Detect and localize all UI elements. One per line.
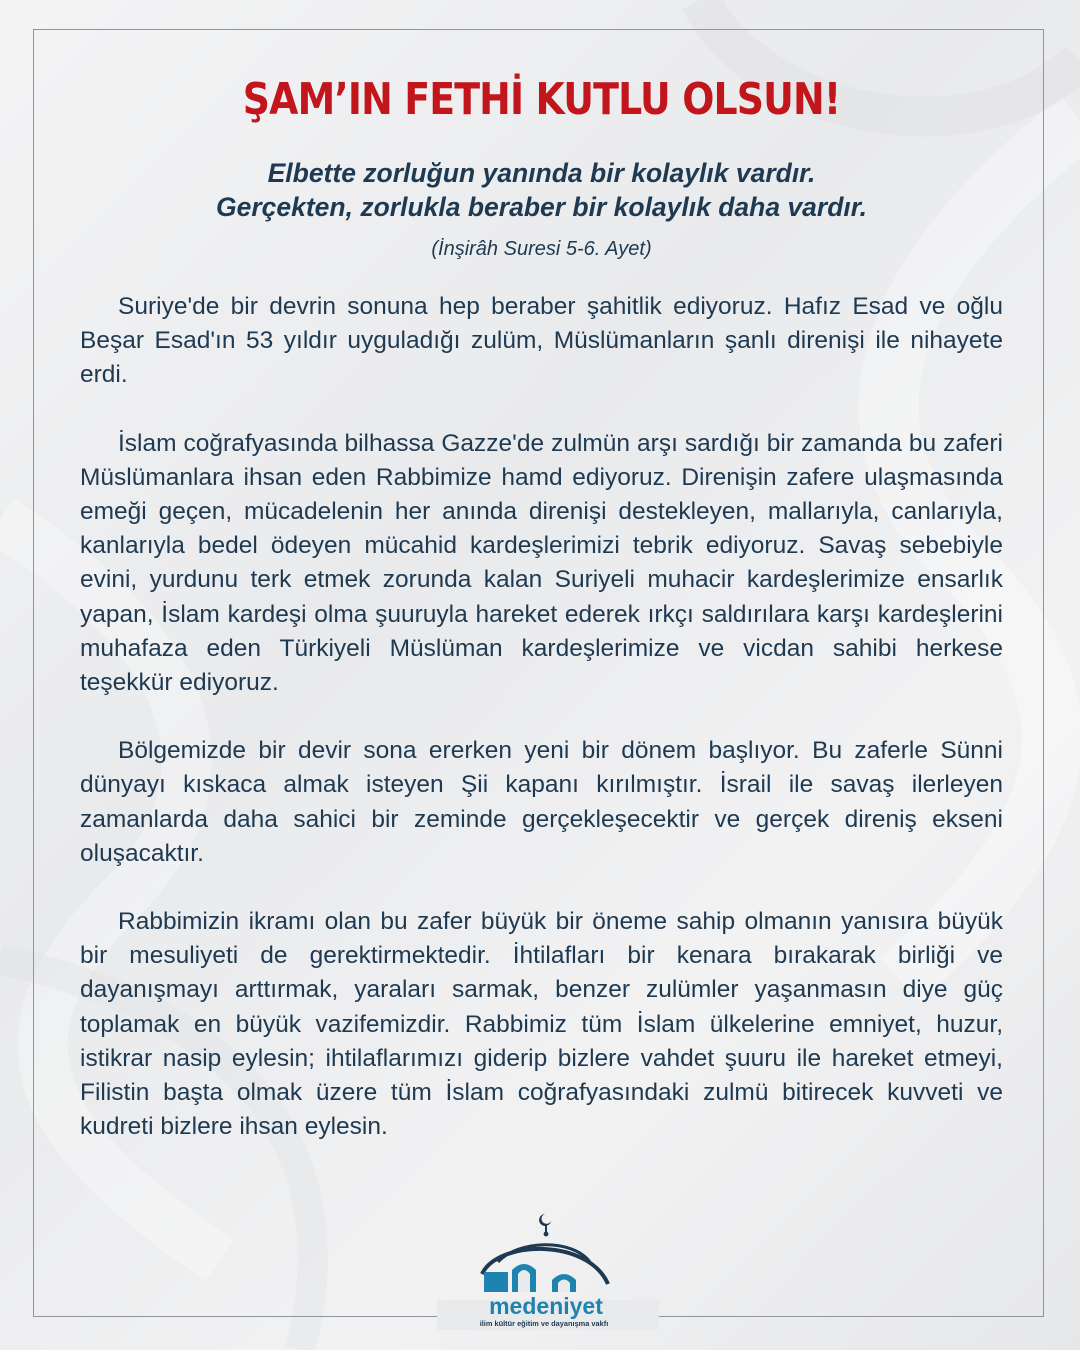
logo-wordmark: medeniyet [489, 1293, 603, 1319]
document-content [80, 58, 1003, 1141]
verse-line-2: Gerçekten, zorlukla beraber bir kolaylık daha vardır. [215, 192, 867, 222]
paragraph-2: İslam coğrafyasında bilhassa Gazze'de zulmün arşı sardığı bir zamanda bu zaferi Müslümanlara ihsan eden Rabbimize hamd ediyoruz. Direnişin zafere ulaşmasında emeği geçen, mücadelenin her anında direnişi destekleyen, mallarıyla, canlarıyla, kanlarıyla bedel ödeyen mücahid kardeşlerimizi tebrik ediyoruz. Savaş sebebiyle evini, yurdunu terk etmek zorunda kalan Suriyeli muhacir kardeşlerimize ensarlık yapan, İslam kardeşi olma şuuruyla hareket ederek ırkçı saldırılara karşı kardeşlerini muhafaza eden Türkiyeli Müslüman kardeşlerimize ve vicdan sahibi herkese teşekkür ediyoruz. [80, 429, 1003, 697]
verse-line-1: Elbette zorluğun yanında bir kolaylık vardır. [267, 158, 816, 188]
paragraph-4: Rabbimizin ikramı olan bu zafer büyük bir öneme sahip olmanın yanısıra büyük bir mesuliyeti de gerektirmektedir. İhtilafları bir kenara bırakarak birliği ve dayanışmayı arttırmak, yaraları sarmak, benzer zulümler yaşanmasın diye güç toplamak en büyük vazifemizdir. Rabbimiz tüm İslam ülkelerine emniyet, huzur, istikrar nasip eylesin; ihtilaflarımızı giderip bizlere vahdet şuuru ile hareket etmeyi, Filistin başta olmak üzere tüm İslam coğrafyasındaki zulmü bitirecek kuvveti ve kudreti bizlere ihsan eylesin. [80, 908, 1003, 1141]
mosque-dome-icon [468, 1210, 618, 1300]
verse-source: (İnşirâh Suresi 5-6. Ayet) [431, 238, 652, 260]
paragraph-1: Suriye'de bir devrin sonuna hep beraber şahitlik ediyoruz. Hafız Esad ve oğlu Beşar Esad'ın 53 yıldır uyguladığı zulüm, Müslümanların şanlı direnişi ile nihayete erdi. [80, 293, 1003, 389]
page-title: ŞAM’IN FETHİ KUTLU OLSUN! [242, 74, 841, 125]
verse-quote [80, 156, 1003, 224]
medeniyet-logo [468, 1210, 618, 1335]
body-text [80, 290, 1003, 1178]
paragraph-3: Bölgemizde bir devir sona ererken yeni bir dönem başlıyor. Bu zaferle Sünni dünyayı kıskaca almak isteyen Şii kapanı kırılmıştır. İsrail ile savaş ilerleyen zamanlarda daha sahici bir zeminde gerçekleşecektir ve gerçek direniş ekseni oluşacaktır. [80, 737, 1003, 867]
logo-tagline: ilim kültür eğitim ve dayanışma vakfı [479, 1319, 609, 1328]
